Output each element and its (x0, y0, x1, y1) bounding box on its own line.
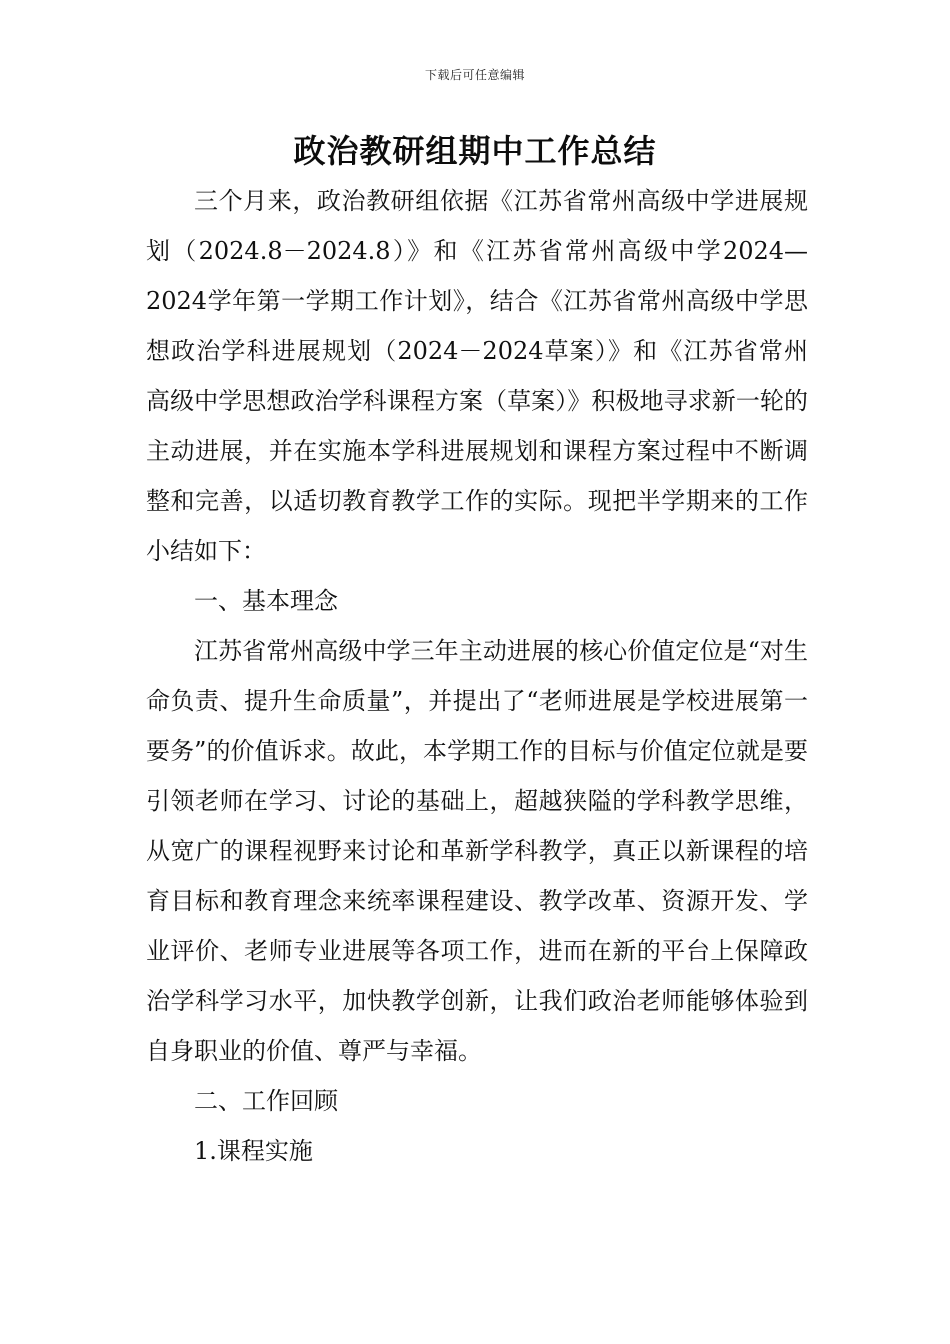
intro-paragraph: 三个月来，政治教研组依据《江苏省常州高级中学进展规划（2024.8－2024.8）》和《江苏省常州高级中学2024—2024学年第一学期工作计划》，结合《江苏省常州高级中学思想政治学科进展规划（2024－2024草案）》和《江苏省常州高级中学思想政治学科课程方案（草案）》积极地寻求新一轮的主动进展，并在实施本学科进展规划和课程方案过程中不断调整和完善，以适切教育教学工作的实际。现把半学期来的工作小结如下： (146, 187, 808, 565)
section-heading-basic-concept: 一、基本理念 (194, 587, 338, 615)
section-heading-work-review: 二、工作回顾 (194, 1087, 338, 1115)
basic-concept-paragraph: 江苏省常州高级中学三年主动进展的核心价值定位是“对生命负责、提升生命质量”，并提出了“老师进展是学校进展第一要务”的价值诉求。故此，本学期工作的目标与价值定位就是要引领老师在学习、讨论的基础上，超越狭隘的学科教学思维，从宽广的课程视野来讨论和革新学科教学，真正以新课程的培育目标和教育理念来统率课程建设、教学改革、资源开发、学业评价、老师专业进展等各项工作，进而在新的平台上保障政治学科学习水平，加快教学创新，让我们政治老师能够体验到自身职业的价值、尊严与幸福。 (146, 637, 808, 1065)
header-note: 下载后可任意编辑 (424, 68, 525, 82)
document-body (146, 176, 808, 1176)
document-title: 政治教研组期中工作总结 (293, 132, 657, 170)
subsection-heading-curriculum: 1.课程实施 (194, 1137, 313, 1165)
